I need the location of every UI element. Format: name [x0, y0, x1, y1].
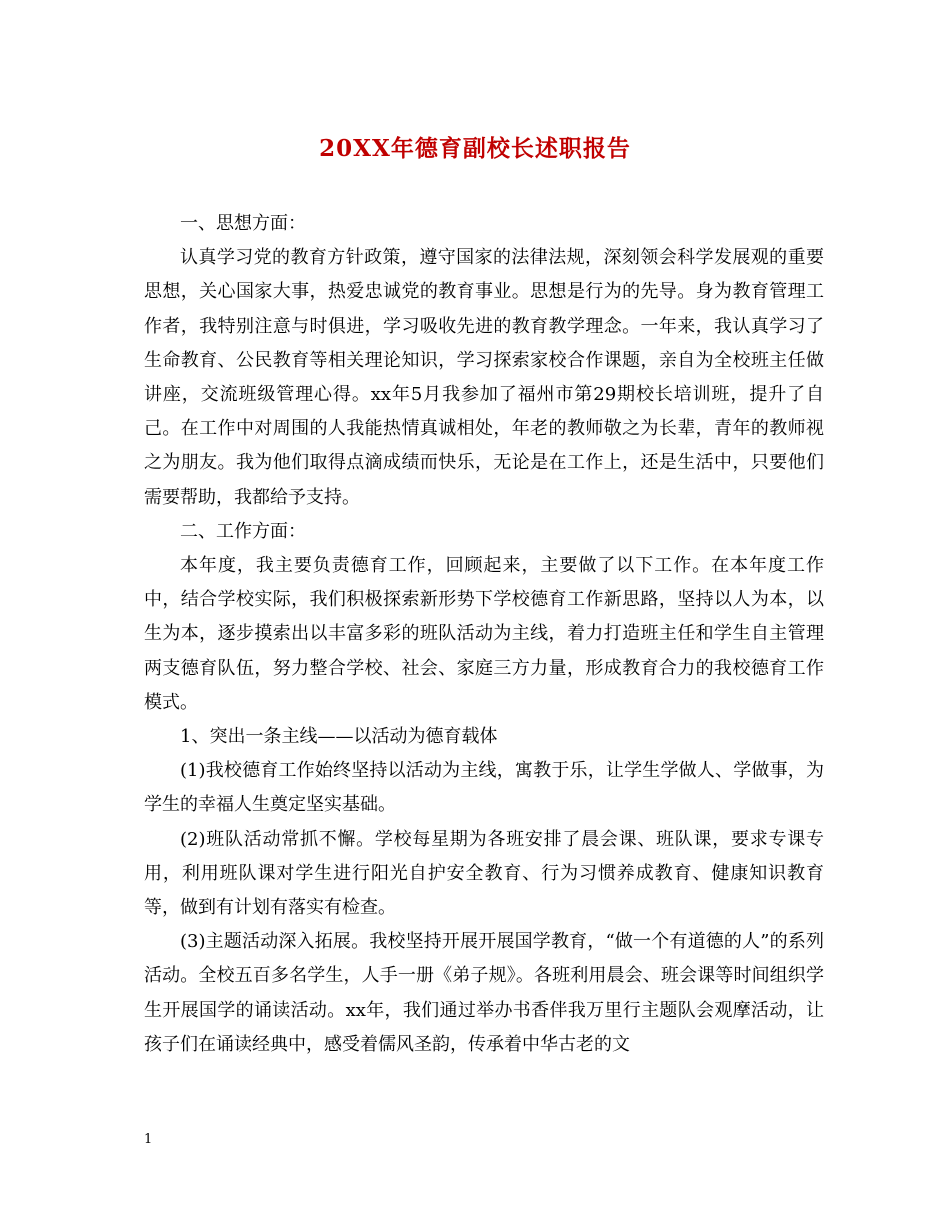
- paragraph: (2)班队活动常抓不懈。学校每星期为各班安排了晨会课、班队课，要求专课专用，利用班队课对学生进行阳光自护安全教育、行为习惯养成教育、健康知识教育等，做到有计划有落实有检查。: [144, 828, 824, 919]
- section-heading: 二、工作方面：: [180, 520, 306, 542]
- section-heading: 一、思想方面：: [180, 213, 306, 234]
- page-number: 1: [144, 1132, 153, 1147]
- paragraph: (3)主题活动深入拓展。我校坚持开展开展国学教育，“做一个有道德的人”的系列活动。全校五百多名学生，人手一册《弟子规》。各班利用晨会、班会课等时间组织学生开展国学的诵读活动。xx年，我们通过举办书香伴我万里行主题队会观摩活动，让孩子们在诵读经典中，感受着儒风圣韵，传承着中华古老的文: [144, 931, 824, 1055]
- document-title: 20XX年德育副校长述职报告: [319, 135, 631, 162]
- paragraph: (1)我校德育工作始终坚持以活动为主线，寓教于乐，让学生学做人、学做事，为学生的幸福人生奠定坚实基础。: [144, 760, 824, 816]
- paragraph: 本年度，我主要负责德育工作，回顾起来，主要做了以下工作。在本年度工作中，结合学校实际，我们积极探索新形势下学校德育工作新思路，坚持以人为本，以生为本，逐步摸索出以丰富多彩的班队活动为主线，着力打造班主任和学生自主管理两支德育队伍，努力整合学校、社会、家庭三方力量，形成教育合力的我校德育工作模式。: [144, 555, 824, 713]
- document-body: [144, 207, 824, 1062]
- paragraph: 认真学习党的教育方针政策，遵守国家的法律法规，深刻领会科学发展观的重要思想，关心国家大事，热爱忠诚党的教育事业。思想是行为的先导。身为教育管理工作者，我特别注意与时俱进，学习吸收先进的教育教学理念。一年来，我认真学习了生命教育、公民教育等相关理论知识，学习探索家校合作课题，亲自为全校班主任做讲座，交流班级管理心得。xx年5月我参加了福州市第29期校长培训班，提升了自己。在工作中对周围的人我能热情真诚相处，年老的教师敬之为长辈，青年的教师视之为朋友。我为他们取得点滴成绩而快乐，无论是在工作上，还是生活中，只要他们需要帮助，我都给予支持。: [144, 247, 824, 508]
- subsection-heading: 1、突出一条主线——以活动为德育载体: [180, 726, 498, 748]
